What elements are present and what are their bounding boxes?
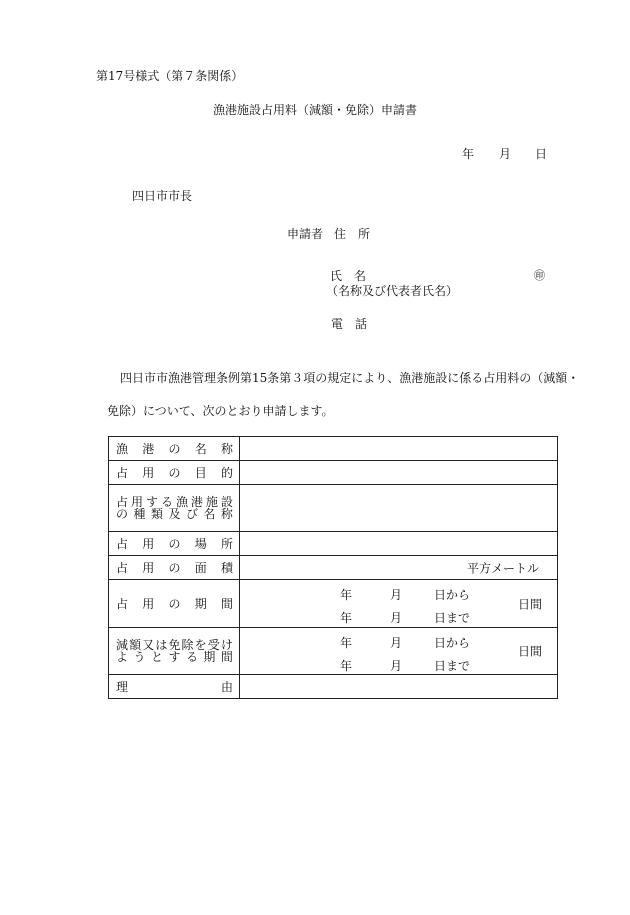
- label-char: 額: [129, 638, 142, 652]
- area-unit: 平方メートル: [466, 561, 539, 575]
- label-char: 免: [168, 638, 181, 652]
- label-char: の: [168, 536, 181, 551]
- label-char: す: [145, 495, 158, 509]
- facility-type-label: [109, 485, 240, 532]
- label-char: 占: [116, 495, 129, 509]
- label-char: 用: [130, 495, 143, 509]
- date-month-label: 月: [499, 147, 512, 161]
- label-char: 期: [194, 596, 207, 611]
- period-value[interactable]: 年 月 日から 年 月 日まで 日間: [240, 580, 558, 628]
- label-char: の: [116, 507, 129, 521]
- reduction-period-value[interactable]: 年 月 日から 年 月 日まで 日間: [240, 628, 558, 675]
- label-char: 目: [194, 465, 207, 480]
- table-row: [109, 461, 558, 485]
- purpose-label: [109, 461, 240, 485]
- reduction-period-label: [109, 628, 240, 675]
- label-char: は: [155, 638, 168, 652]
- label-char: の: [168, 465, 181, 480]
- body-text-line-2: 免除）について、次のとおり申請します。: [107, 404, 334, 418]
- label-char: 称: [220, 441, 233, 456]
- label-char: 類: [150, 507, 163, 521]
- label-char: の: [168, 441, 181, 456]
- label-char: 用: [142, 560, 155, 575]
- label-char: 間: [220, 596, 233, 611]
- form-number: 第17号様式（第７条関係）: [96, 69, 244, 83]
- table-row: [109, 628, 558, 675]
- label-char: る: [160, 495, 173, 509]
- area-value[interactable]: [240, 556, 558, 580]
- label-char: 間: [220, 650, 233, 664]
- label-char: 除: [181, 638, 194, 652]
- table-row: [109, 580, 558, 628]
- label-char: 由: [220, 679, 233, 694]
- label-char: 占: [116, 465, 129, 480]
- address-label: 住 所: [334, 227, 371, 241]
- body-text-line-1: 四日市市漁港管理条例第15条第３項の規定により、漁港施設に係る占用料の（減額・: [120, 371, 580, 385]
- label-char: 施: [205, 495, 218, 509]
- seal-icon: ㊞: [534, 269, 545, 282]
- label-char: 又: [142, 638, 155, 652]
- label-char: の: [168, 560, 181, 575]
- table-row: [109, 556, 558, 580]
- reduction-period-days: 日間: [518, 644, 543, 659]
- label-char: 所: [220, 536, 233, 551]
- harbor-name-label: [109, 437, 240, 461]
- table-row: [109, 485, 558, 532]
- facility-type-value[interactable]: [240, 485, 558, 532]
- label-char: う: [133, 650, 146, 664]
- reason-value[interactable]: [240, 675, 558, 699]
- phone-label: 電 話: [331, 317, 368, 331]
- label-char: 港: [142, 441, 155, 456]
- label-char: 用: [142, 596, 155, 611]
- date-day-label: 日: [535, 147, 548, 161]
- label-char: 受: [207, 638, 220, 652]
- label-char: び: [185, 507, 198, 521]
- period-days: 日間: [518, 597, 543, 611]
- label-char: 漁: [116, 441, 129, 456]
- area-label: [109, 556, 240, 580]
- purpose-value[interactable]: [240, 461, 558, 485]
- label-char: 理: [116, 679, 129, 694]
- label-char: よ: [116, 650, 129, 664]
- label-char: 設: [220, 495, 233, 509]
- addressee: 四日市市長: [132, 189, 193, 203]
- label-char: 用: [142, 536, 155, 551]
- location-label: [109, 532, 240, 556]
- table-row: [109, 437, 558, 461]
- label-char: 名: [194, 441, 207, 456]
- label-char: 占: [116, 596, 129, 611]
- table-row: [109, 532, 558, 556]
- label-char: 期: [203, 650, 216, 664]
- location-value[interactable]: [240, 532, 558, 556]
- period-label: [109, 580, 240, 628]
- harbor-name-value[interactable]: [240, 437, 558, 461]
- label-char: 占: [116, 536, 129, 551]
- name-label: 氏 名: [330, 269, 367, 283]
- reason-label: [109, 675, 240, 699]
- label-char: 用: [142, 465, 155, 480]
- label-char: 場: [194, 536, 207, 551]
- label-char: 称: [220, 507, 233, 521]
- label-char: る: [185, 650, 198, 664]
- label-char: の: [168, 596, 181, 611]
- label-char: 港: [190, 495, 203, 509]
- application-table: [108, 436, 558, 699]
- label-char: を: [194, 638, 207, 652]
- label-char: と: [150, 650, 163, 664]
- applicant-label: 申請者: [287, 227, 324, 241]
- table-row: [109, 675, 558, 699]
- document-title: 漁港施設占用料（減額・免除）申請書: [212, 103, 417, 117]
- name-note: （名称及び代表者氏名）: [326, 284, 459, 298]
- label-char: 漁: [175, 495, 188, 509]
- label-char: 積: [220, 560, 233, 575]
- label-char: 名: [203, 507, 216, 521]
- label-char: 的: [220, 465, 233, 480]
- label-char: 面: [194, 560, 207, 575]
- label-char: 占: [116, 560, 129, 575]
- label-char: す: [168, 650, 181, 664]
- label-char: 種: [133, 507, 146, 521]
- label-char: 及: [168, 507, 181, 521]
- date-year-label: 年: [462, 147, 475, 161]
- label-char: け: [220, 638, 233, 652]
- label-char: 減: [116, 638, 129, 652]
